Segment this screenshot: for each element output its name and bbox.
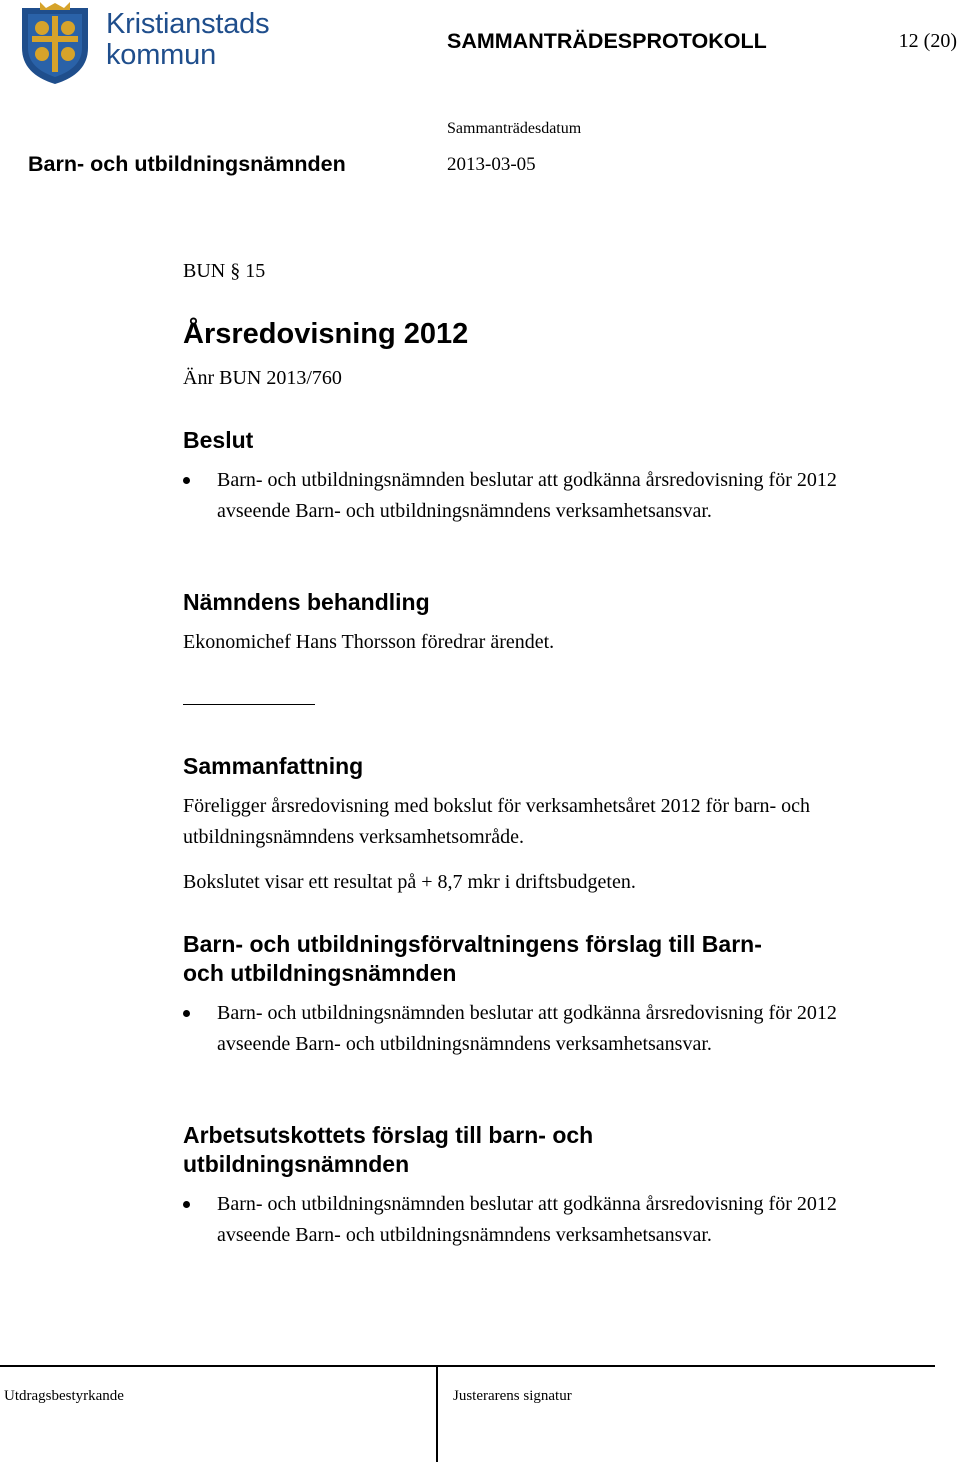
sammanfattning-heading: Sammanfattning: [183, 753, 364, 779]
case-number: Änr BUN 2013/760: [183, 367, 342, 389]
forvaltning-heading-line1: Barn- och utbildningsförvaltningens förslag till Barn-: [183, 931, 762, 957]
logo-name-line2: kommun: [106, 39, 216, 71]
page-number: 12 (20): [898, 30, 957, 52]
arbetsutskott-heading-line1: Arbetsutskottets förslag till barn- och: [183, 1122, 594, 1148]
beslut-heading: Beslut: [183, 427, 254, 453]
bullet-icon: [183, 477, 190, 484]
forvaltning-heading-line2: och utbildningsnämnden: [183, 960, 457, 986]
sammanfattning-text: Föreligger årsredovisning med bokslut för verksamhetsåret 2012 för barn- och utbildningsnämndens verksamhetsområde.: [183, 795, 811, 848]
sammanfattning-result: Bokslutet visar ett resultat på + 8,7 mkr i driftsbudgeten.: [183, 871, 636, 893]
bullet-icon: [183, 1010, 190, 1017]
committee-name: Barn- och utbildningsnämnden: [28, 152, 346, 176]
section-separator: [183, 704, 315, 705]
date-label: Sammanträdesdatum: [447, 120, 582, 137]
footer-rule: [0, 1365, 935, 1367]
footer-divider: [436, 1366, 438, 1462]
logo-name-line1: Kristianstads: [106, 8, 270, 40]
document-title: SAMMANTRÄDESPROTOKOLL: [447, 29, 767, 53]
kommun-logo: [18, 2, 298, 86]
meeting-date: 2013-03-05: [447, 154, 536, 175]
beslut-text: Barn- och utbildningsnämnden beslutar att godkänna årsredovisning för 2012 avseende Barn- och utbildningsnämndens verksamhetsansvar.: [217, 469, 837, 522]
section-number: BUN § 15: [183, 260, 266, 282]
behandling-text: Ekonomichef Hans Thorsson föredrar ärendet.: [183, 631, 555, 653]
arbetsutskott-text: Barn- och utbildningsnämnden beslutar att godkänna årsredovisning för 2012 avseende Barn- och utbildningsnämndens verksamhetsansvar.: [217, 1193, 837, 1246]
coat-of-arms-icon: [18, 2, 92, 86]
footer-certification-label: Utdragsbestyrkande: [4, 1388, 124, 1404]
behandling-heading: Nämndens behandling: [183, 589, 430, 615]
footer-signature-label: Justerarens signatur: [453, 1388, 572, 1404]
section-title: Årsredovisning 2012: [183, 318, 469, 350]
bullet-icon: [183, 1201, 190, 1208]
arbetsutskott-heading-line2: utbildningsnämnden: [183, 1151, 410, 1177]
forvaltning-text: Barn- och utbildningsnämnden beslutar att godkänna årsredovisning för 2012 avseende Barn- och utbildningsnämndens verksamhetsansvar.: [217, 1002, 837, 1055]
